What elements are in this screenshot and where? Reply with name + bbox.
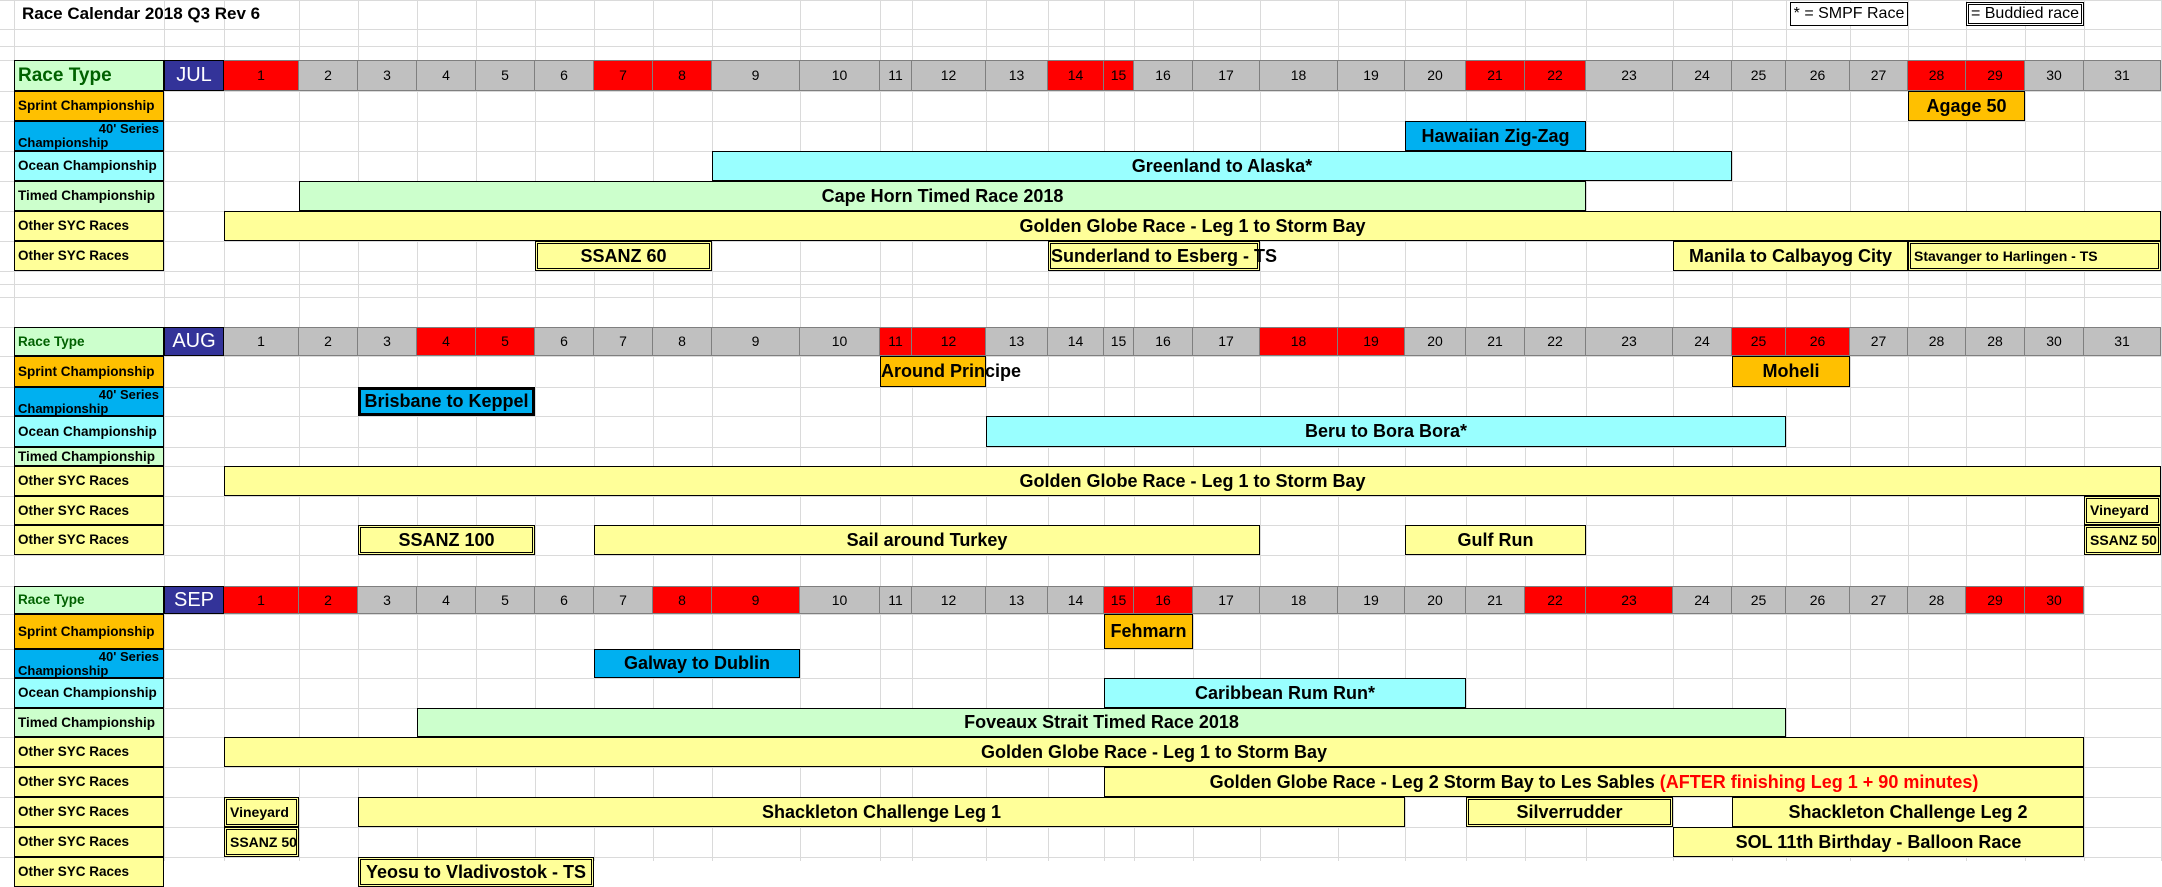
day-header-cell: 6: [535, 60, 594, 91]
day-header-cell: 21: [1466, 586, 1525, 614]
day-header-cell: 20: [1405, 327, 1466, 356]
race-type-header: Race Type: [14, 327, 164, 356]
day-header-cell: 23: [1586, 60, 1673, 91]
race-event-name: Yeosu to Vladivostok - TS: [365, 862, 587, 882]
race-event-name: Caribbean Rum Run*: [1194, 683, 1376, 703]
day-header-cell: 23: [1586, 586, 1673, 614]
day-header-cell: 10: [800, 327, 880, 356]
race-event-name: Vineyard: [230, 804, 289, 820]
race-event[interactable]: [1104, 767, 2084, 797]
day-header-cell: 28: [1966, 327, 2025, 356]
day-header-cell: 6: [535, 586, 594, 614]
race-type-other: Other SYC Races: [14, 525, 164, 555]
day-header-cell: 1: [224, 60, 299, 91]
day-header-cell: 4: [417, 586, 476, 614]
legend-smpf: * = SMPF Race: [1790, 2, 1908, 26]
day-header-cell: 1: [224, 327, 299, 356]
race-type-series40: [14, 387, 164, 416]
race-event-name: Shackleton Challenge Leg 1: [761, 802, 1002, 822]
day-header-cell: 8: [653, 327, 712, 356]
race-type-other: Other SYC Races: [14, 466, 164, 496]
race-event-name: Greenland to Alaska*: [1131, 156, 1313, 176]
day-header-cell: 11: [880, 327, 912, 356]
race-event[interactable]: [1104, 614, 1193, 649]
race-type-sprint: Sprint Championship: [14, 614, 164, 649]
race-type-ocean: Ocean Championship: [14, 678, 164, 708]
day-header-cell: 27: [1850, 327, 1908, 356]
day-header-cell: 18: [1260, 60, 1338, 91]
race-event[interactable]: [1405, 121, 1586, 151]
day-header-cell: 14: [1048, 586, 1104, 614]
day-header-cell: 29: [1966, 60, 2025, 91]
day-header-cell: 11: [880, 586, 912, 614]
race-type-other: Other SYC Races: [14, 827, 164, 857]
day-header-cell: 3: [358, 327, 417, 356]
day-header-cell: 22: [1525, 586, 1586, 614]
race-event[interactable]: [1048, 241, 1278, 271]
day-header-cell: 4: [417, 60, 476, 91]
race-event-name: SSANZ 100: [398, 530, 495, 550]
race-type-other: Other SYC Races: [14, 241, 164, 271]
race-type-other: Other SYC Races: [14, 797, 164, 827]
race-type-other: Other SYC Races: [14, 737, 164, 767]
day-header-cell: 3: [358, 60, 417, 91]
day-header-cell: 30: [2025, 60, 2084, 91]
day-header-cell: 7: [594, 327, 653, 356]
day-header-cell: 24: [1673, 327, 1732, 356]
day-header-cell: 25: [1732, 586, 1786, 614]
day-header-cell: 5: [476, 586, 535, 614]
race-type-timed: Timed Championship: [14, 708, 164, 737]
race-type-header: Race Type: [14, 586, 164, 614]
day-header-cell: 9: [712, 327, 800, 356]
day-header-cell: 28: [1908, 60, 1966, 91]
race-event[interactable]: [2084, 525, 2161, 555]
race-type-timed: Timed Championship: [14, 181, 164, 211]
day-header-cell: 15: [1104, 327, 1134, 356]
race-type-timed: Timed Championship: [14, 447, 164, 466]
day-header-cell: 16: [1134, 586, 1193, 614]
day-header-cell: 7: [594, 60, 653, 91]
race-event-name: Sail around Turkey: [846, 530, 1008, 550]
race-event[interactable]: [1908, 91, 2025, 121]
day-header-cell: 27: [1850, 586, 1908, 614]
day-header-cell: 29: [1966, 586, 2025, 614]
race-event-name: Vineyard: [2090, 502, 2149, 518]
race-event-name: Gulf Run: [1457, 530, 1534, 550]
race-event[interactable]: [358, 387, 535, 416]
day-header-cell: 22: [1525, 60, 1586, 91]
race-event-name: Silverrudder: [1516, 802, 1623, 822]
race-event[interactable]: [224, 797, 299, 827]
race-event[interactable]: [2084, 496, 2161, 525]
day-header-cell: 23: [1586, 327, 1673, 356]
race-type-label: 40' Series: [98, 649, 159, 664]
day-header-cell: 12: [912, 586, 986, 614]
day-header-cell: 9: [712, 586, 800, 614]
race-event-name: SSANZ 50: [2090, 532, 2157, 548]
day-header-cell: 26: [1786, 327, 1850, 356]
race-event-name: Golden Globe Race - Leg 1 to Storm Bay: [1019, 471, 1366, 491]
race-event-name: Foveaux Strait Timed Race 2018: [964, 712, 1239, 732]
race-event-name: Manila to Calbayog City: [1688, 246, 1893, 266]
race-event-name: Agage 50: [1926, 96, 2007, 116]
race-type-series40: [14, 649, 164, 678]
day-header-cell: 26: [1786, 60, 1850, 91]
race-type-other: Other SYC Races: [14, 767, 164, 797]
race-event-name: SSANZ 60: [580, 246, 667, 266]
race-event[interactable]: [1673, 241, 1908, 271]
day-header-cell: 12: [912, 327, 986, 356]
day-header-cell: 14: [1048, 327, 1104, 356]
day-header-cell: 11: [880, 60, 912, 91]
race-type-ocean: Ocean Championship: [14, 416, 164, 447]
day-header-cell: 3: [358, 586, 417, 614]
day-header-cell: 17: [1193, 327, 1260, 356]
race-event-name: Fehmarn: [1110, 621, 1187, 641]
race-event-name: Stavanger to Harlingen - TS: [1914, 248, 2098, 264]
race-type-other: Other SYC Races: [14, 496, 164, 525]
day-header-cell: 2: [299, 327, 358, 356]
race-event[interactable]: [224, 827, 299, 857]
day-header-cell: 28: [1908, 586, 1966, 614]
race-event[interactable]: [1466, 797, 1673, 827]
day-header-cell: 10: [800, 60, 880, 91]
race-event-name: Galway to Dublin: [623, 653, 770, 673]
day-header-cell: 18: [1260, 586, 1338, 614]
race-type-sprint: Sprint Championship: [14, 91, 164, 121]
day-header-cell: 15: [1104, 60, 1134, 91]
race-event[interactable]: [1732, 356, 1850, 387]
race-type-label: Championship: [18, 135, 109, 150]
day-header-cell: 19: [1338, 586, 1405, 614]
race-event-name: Around Principe: [881, 361, 1022, 381]
race-event-name: Hawaiian Zig-Zag: [1421, 126, 1570, 146]
day-header-cell: 24: [1673, 60, 1732, 91]
race-event[interactable]: [1104, 678, 1466, 708]
day-header-cell: 6: [535, 327, 594, 356]
race-event[interactable]: [358, 857, 594, 887]
day-header-cell: 20: [1405, 586, 1466, 614]
day-header-cell: 22: [1525, 327, 1586, 356]
day-header-cell: 25: [1732, 327, 1786, 356]
day-header-cell: 16: [1134, 60, 1193, 91]
race-event-name: Sunderland to Esberg - TS: [1051, 246, 1278, 266]
race-event-name: Brisbane to Keppel: [364, 391, 529, 411]
day-header-cell: 27: [1850, 60, 1908, 91]
day-header-cell: 7: [594, 586, 653, 614]
race-event[interactable]: [224, 466, 2161, 496]
race-event-name: Shackleton Challenge Leg 2: [1788, 802, 2028, 822]
day-header-cell: 24: [1673, 586, 1732, 614]
day-header-cell: 15: [1104, 586, 1134, 614]
day-header-cell: 19: [1338, 60, 1405, 91]
day-header-cell: 13: [986, 327, 1048, 356]
day-header-cell: 10: [800, 586, 880, 614]
race-type-ocean: Ocean Championship: [14, 151, 164, 181]
day-header-cell: 9: [712, 60, 800, 91]
race-event-name: Golden Globe Race - Leg 1 to Storm Bay: [1019, 216, 1366, 236]
day-header-cell: 8: [653, 586, 712, 614]
race-event-name: Moheli: [1762, 361, 1820, 381]
race-event-note: (AFTER finishing Leg 1 + 90 minutes): [1659, 772, 1979, 792]
race-type-other: Other SYC Races: [14, 857, 164, 887]
day-header-cell: 30: [2025, 586, 2084, 614]
day-header-cell: 31: [2084, 60, 2161, 91]
day-header-cell: 1: [224, 586, 299, 614]
race-event[interactable]: [712, 151, 1732, 181]
race-type-label: 40' Series: [98, 121, 159, 136]
day-header-cell: 21: [1466, 327, 1525, 356]
race-type-other: Other SYC Races: [14, 211, 164, 241]
day-header-cell: 30: [2025, 327, 2084, 356]
race-event[interactable]: [535, 241, 712, 271]
month-label: SEP: [164, 586, 224, 614]
month-label: AUG: [164, 327, 224, 356]
day-header-cell: 17: [1193, 60, 1260, 91]
race-event-name: SOL 11th Birthday - Balloon Race: [1735, 832, 2022, 852]
race-event[interactable]: [594, 649, 800, 678]
month-label: JUL: [164, 60, 224, 91]
page-title: Race Calendar 2018 Q3 Rev 6: [22, 4, 261, 23]
day-header-cell: 17: [1193, 586, 1260, 614]
race-event[interactable]: [986, 416, 1786, 447]
race-type-label: 40' Series: [98, 387, 159, 402]
race-event[interactable]: [1732, 797, 2084, 827]
race-event-name: Beru to Bora Bora*: [1304, 421, 1468, 441]
day-header-cell: 14: [1048, 60, 1104, 91]
day-header-cell: 25: [1732, 60, 1786, 91]
race-event[interactable]: [299, 181, 1586, 211]
race-type-series40: [14, 121, 164, 151]
race-event[interactable]: [358, 797, 1405, 827]
race-event-name: SSANZ 50: [230, 834, 297, 850]
race-type-header: Race Type: [14, 60, 164, 91]
day-header-cell: 21: [1466, 60, 1525, 91]
race-event[interactable]: [224, 211, 2161, 241]
day-header-cell: 8: [653, 60, 712, 91]
day-header-cell: 12: [912, 60, 986, 91]
race-event-name: Cape Horn Timed Race 2018: [821, 186, 1064, 206]
day-header-cell: 4: [417, 327, 476, 356]
day-header-cell: 31: [2084, 327, 2161, 356]
race-event[interactable]: [1405, 525, 1586, 555]
race-type-label: Championship: [18, 401, 109, 416]
day-header-cell: 28: [1908, 327, 1966, 356]
day-header-cell: 13: [986, 586, 1048, 614]
day-header-cell: 2: [299, 586, 358, 614]
race-event-name: Golden Globe Race - Leg 2 Storm Bay to Les Sables: [1209, 772, 1655, 792]
race-event[interactable]: [594, 525, 1260, 555]
race-event[interactable]: [224, 737, 2084, 767]
day-header-cell: 2: [299, 60, 358, 91]
day-header-cell: 16: [1134, 327, 1193, 356]
day-header-cell: 5: [476, 327, 535, 356]
day-header-cell: 20: [1405, 60, 1466, 91]
race-event[interactable]: [1673, 827, 2084, 857]
race-event[interactable]: [1908, 241, 2161, 271]
day-header-cell: 26: [1786, 586, 1850, 614]
day-header-cell: 19: [1338, 327, 1405, 356]
day-header-cell: 5: [476, 60, 535, 91]
race-event[interactable]: [358, 525, 535, 555]
day-header-cell: 13: [986, 60, 1048, 91]
legend-buddied: = Buddied race: [1966, 2, 2084, 26]
race-event[interactable]: [880, 356, 1022, 387]
day-header-cell: 18: [1260, 327, 1338, 356]
race-event-name: Golden Globe Race - Leg 1 to Storm Bay: [980, 742, 1328, 762]
race-type-sprint: Sprint Championship: [14, 356, 164, 387]
race-type-label: Championship: [18, 663, 109, 678]
race-event[interactable]: [417, 708, 1786, 737]
